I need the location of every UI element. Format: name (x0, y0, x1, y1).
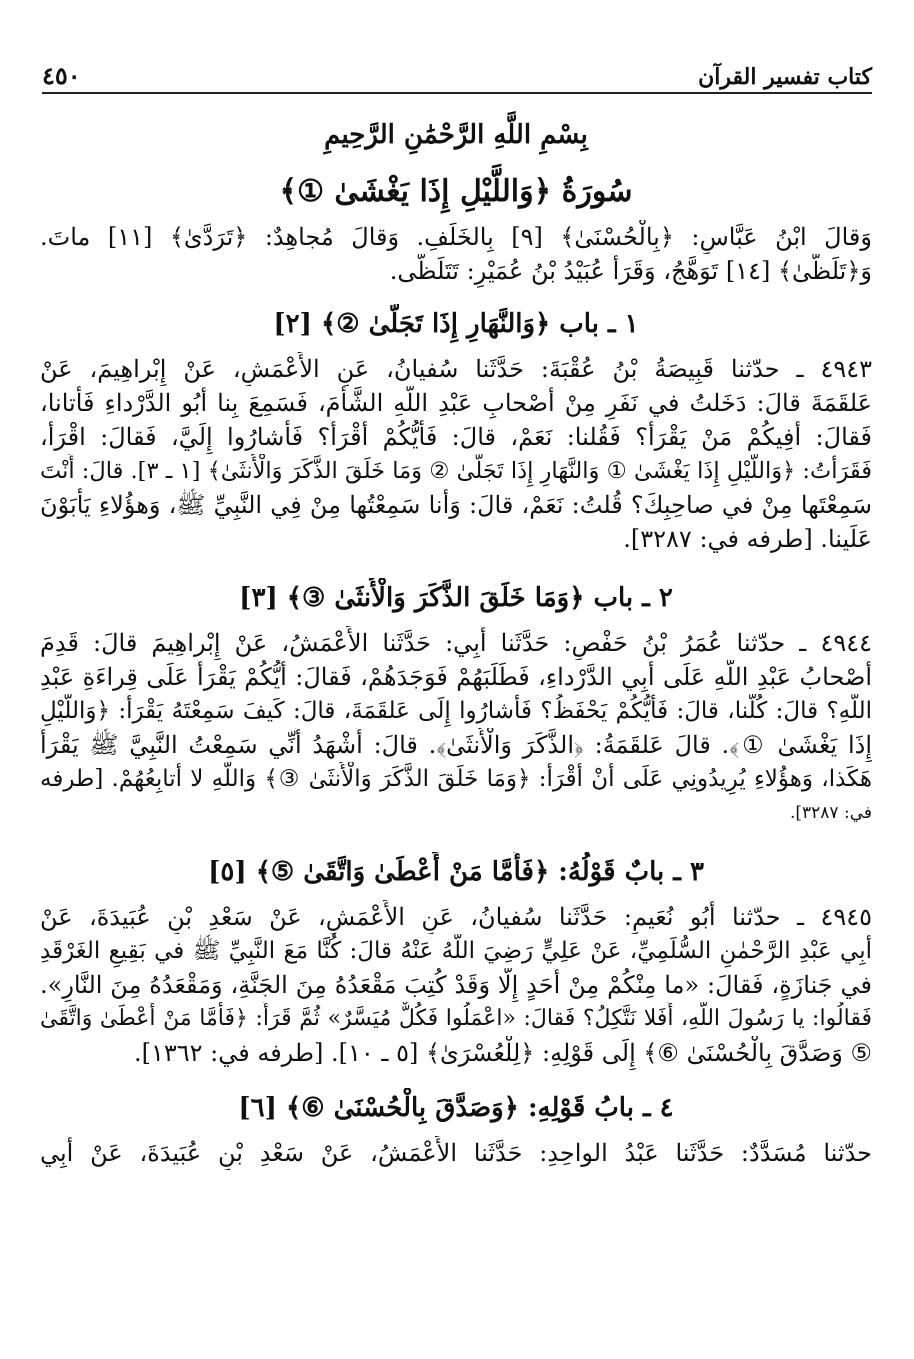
text-line: في جَنازَةٍ، فَقالَ: «ما مِنْكُمْ مِنْ أَحَدٍ إِلَّا وَقَدْ كُتِبَ مَقْعَدُهُ مِنَ الجَنَّةِ، وَمَقْعَدُهُ مِنَ النَّارِ». (40, 971, 872, 999)
book-title: كتاب تفسير القرآن (698, 64, 872, 90)
text-line: عَلَينا. [طرفه في: ٣٢٨٧]. (623, 525, 872, 553)
text-line: أَصْحابُ عَبْدِ اللَّهِ عَلَى أَبِي الدَّرْداءِ، فَطَلَبَهُمْ فَوَجَدَهُمْ، فَقالَ: أَيُّكُمْ يَقْرَأُ عَلَى قِراءَةِ عَبْدِ (40, 663, 872, 691)
chapter-heading: ٢ ـ باب ﴿وَمَا خَلَقَ الذَّكَرَ وَالْأُنثَىٰ ③﴾ [٣] (239, 583, 673, 613)
text-line: إِذَا يَغْشَىٰ ①﴾. قالَ عَلقَمَةُ: ﴿الذَّكَرَ وَالْأُنثَىٰ﴾. قالَ: أَشْهَدُ أَنِّي سَمِعْتُ النَّبِيَّ ﷺ يَقْرَأُ (40, 731, 872, 759)
text-line: اللَّهِ؟ قالَ: كُلُّنا، قالَ: فَأَيُّكُمْ يَحْفَظُ؟ فَأَشارُوا إِلَى عَلقَمَةَ، قالَ: كَيفَ سَمِعْتَهُ يَقْرَأُ: ﴿وَاللَّيْلِ (40, 698, 872, 724)
text-line: حدّثنا مُسَدَّدٌ: حَدَّثَنا عَبْدُ الواحِدِ: حَدَّثَنا الأَعْمَشُ، عَنْ سَعْدِ بْنِ عُبَيدَةَ، عَنْ أَبِي (40, 1139, 872, 1167)
hadith-paragraph (40, 1136, 872, 1170)
page-body (40, 108, 872, 1170)
basmala: بِسْمِ اللَّهِ الرَّحْمَٰنِ الرَّحِيمِ (324, 120, 588, 150)
chapter-heading: ٤ ـ بابُ قَوْلِهِ: ﴿وَصَدَّقَ بِالْحُسْنَىٰ ⑥﴾ [٦] (238, 1093, 674, 1123)
text-line: ⑤ وَصَدَّقَ بِالْحُسْنَىٰ ⑥﴾ إِلَى قَوْلِهِ: ﴿لِلْعُسْرَىٰ﴾ [٥ ـ ١٠]. [طرفه في: ١٣٦٢]. (133, 1039, 872, 1067)
intro-paragraph (40, 220, 872, 288)
intro-line: وَ﴿تَلَظَّىٰ﴾ [١٤] تَوَهَّجُ، وَقَرَأَ عُبَيْدُ بْنُ عُمَيْرٍ: تَتَلَظَّى. (389, 257, 872, 285)
text-line: عَلقَمَةَ قالَ: دَخَلتُ في نَفَرٍ مِنْ أَصْحابِ عَبْدِ اللَّهِ الشَّأْمَ، فَسَمِعَ بِنا أَبُو الدَّرْداءِ فَأَتانا، (40, 389, 872, 417)
chapter-heading: ٣ ـ بابٌ قَوْلُهُ: ﴿فَأَمَّا مَنْ أَعْطَىٰ وَاتَّقَىٰ ⑤﴾ [٥] (208, 857, 704, 887)
hadith-paragraph (40, 900, 872, 1070)
running-header (42, 50, 872, 90)
text-line: أَبِي عَبْدِ الرَّحْمٰنِ السُّلَمِيِّ، عَنْ عَلِيٍّ رَضِيَ اللَّهُ عَنْهُ قالَ: كُنَّا مَعَ النَّبِيِّ ﷺ في بَقِيعِ الغَرْقَدِ (40, 938, 872, 964)
text-line: سَمِعْتَها مِنْ في صاحِبِكَ؟ قُلتُ: نَعَمْ، قالَ: وَأَنا سَمِعْتُها مِنْ فِي النَّبِيِّ ﷺ، وَهؤُلاءِ يَأْبَوْنَ (40, 491, 872, 519)
text-line: فَقَرَأْتُ: ﴿وَاللَّيْلِ إِذَا يَغْشَىٰ ① وَالنَّهَارِ إِذَا تَجَلَّىٰ ② وَمَا خَلَقَ الذَّكَرَ وَالْأُنثَىٰ﴾ [١ ـ ٣]. قالَ: أَنْتَ (40, 458, 872, 484)
text-line: فَقالُوا: يا رَسُولَ اللَّهِ، أَفَلا نَتَّكِلُ؟ فَقالَ: «اعْمَلُوا فَكُلٌّ مُيَسَّرٌ» ثُمَّ قَرَأَ: ﴿فَأَمَّا مَنْ أَعْطَىٰ وَاتَّقَىٰ (40, 1006, 872, 1031)
page-number: ٤٥٠ (42, 61, 81, 90)
text-line: ٤٩٤٣ ـ حدّثنا قَبِيصَةُ بْنُ عُقْبَةَ: حَدَّثَنا سُفيانُ، عَنِ الأَعْمَشِ، عَنْ إِبْراهِيمَ، عَنْ (40, 355, 872, 383)
text-line: ٤٩٤٥ ـ حدّثنا أَبُو نُعَيمٍ: حَدَّثَنا سُفيانُ، عَنِ الأَعْمَشِ، عَنْ سَعْدِ بْنِ عُبَيدَةَ، عَنْ (40, 903, 872, 931)
text-line: في: ٣٢٨٧]. (789, 803, 872, 823)
intro-line: وَقالَ ابْنُ عَبَّاسٍ: ﴿بِالْحُسْنَىٰ﴾ [٩] بِالخَلَفِ. وَقالَ مُجاهِدٌ: ﴿تَرَدَّىٰ﴾ [١١] ماتَ. (40, 223, 872, 251)
chapter-heading: ١ ـ باب ﴿وَالنَّهَارِ إِذَا تَجَلَّىٰ ②﴾ [٢] (273, 309, 639, 339)
header-rule (42, 92, 872, 94)
text-line: ٤٩٤٤ ـ حدّثنا عُمَرُ بْنُ حَفْصٍ: حَدَّثَنا أَبِي: حَدَّثَنا الأَعْمَشُ، عَنْ إِبْراهِيمَ قالَ: قَدِمَ (40, 629, 872, 657)
hadith-paragraph (40, 352, 872, 556)
text-line: فَقالَ: أَفِيكُمْ مَنْ يَقْرَأُ؟ فَقُلنا: نَعَمْ، قالَ: فَأَيُّكُمْ أَقْرَأُ؟ فَأَشارُوا إِلَيَّ، فَقالَ: اقْرَأْ، (40, 423, 872, 451)
text-line: هَكَذا، وَهؤُلاءِ يُرِيدُونِي عَلَى أَنْ أَقْرَأَ: ﴿وَمَا خَلَقَ الذَّكَرَ وَالْأُنثَىٰ ③﴾ وَاللَّهِ لا أُتابِعُهُمْ. [طرفه (40, 766, 872, 792)
hadith-paragraph (40, 626, 872, 830)
surah-title: سُورَةُ ﴿وَاللَّيْلِ إِذَا يَغْشَىٰ ①﴾ (279, 174, 633, 209)
